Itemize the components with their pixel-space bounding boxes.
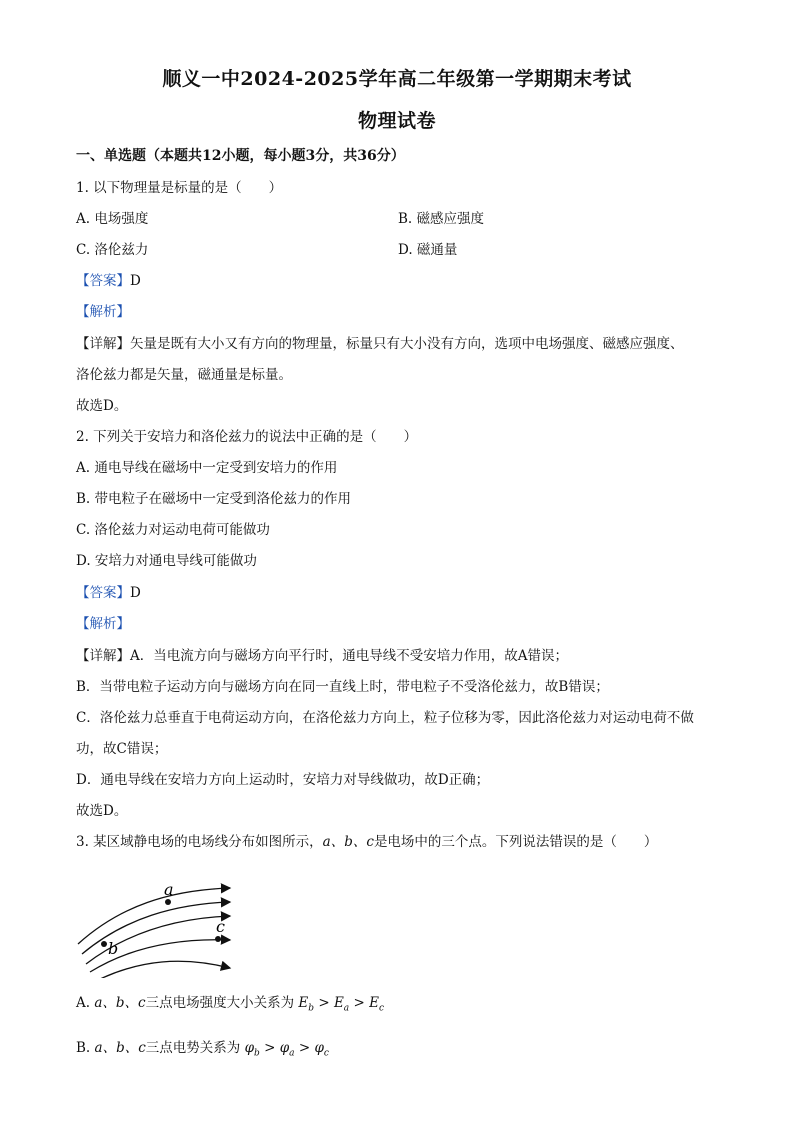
field-line-5: [98, 961, 230, 978]
q2-conclusion: 故选D。: [76, 803, 128, 819]
q2-answer: [76, 583, 141, 603]
field-line-1: [78, 888, 230, 944]
q2-option-c: C. 洛伦兹力对运动电荷可能做功: [76, 522, 270, 538]
q1-stem: 1. 以下物理量是标量的是（ ）: [76, 180, 283, 196]
q2-answer-value: D: [130, 585, 141, 601]
q3-a-mid: 三点电场强度大小关系为: [145, 995, 295, 1011]
q1-option-a: A. 电场强度: [76, 211, 149, 227]
q1-option-d: D. 磁通量: [398, 242, 458, 258]
answer-tag: 【答案】: [76, 585, 130, 601]
label-a: a: [164, 880, 174, 899]
label-c: c: [216, 917, 225, 936]
point-b: [101, 941, 107, 947]
q1-option-c: C. 洛伦兹力: [76, 242, 149, 258]
label-b: b: [108, 939, 119, 958]
q3-a-expression: $E_b > E_a > E_c$: [298, 995, 384, 1014]
q3-b-expression: $\varphi_b > \varphi_a > \varphi_c$: [244, 1040, 329, 1059]
q3-b-vars: a、b、c: [94, 1040, 146, 1056]
q3-stem-pre: 3. 某区域静电场的电场线分布如图所示，: [76, 834, 323, 850]
q2-detail-4: 功，故C错误；: [76, 741, 168, 757]
q2-option-d: D. 安培力对通电导线可能做功: [76, 553, 257, 569]
exam-subtitle: 物理试卷: [357, 110, 436, 132]
point-a: [165, 899, 171, 905]
section-heading: 一、单选题（本题共12小题，每小题3分，共36分）: [76, 148, 405, 164]
q1-answer-value: D: [130, 273, 141, 289]
q3-stem-post: 是电场中的三个点。下列说法错误的是（ ）: [373, 834, 658, 850]
q2-detail-1: [76, 646, 568, 666]
q2-option-b: B. 带电粒子在磁场中一定受到洛伦兹力的作用: [76, 491, 352, 507]
q1-detail-2: 洛伦兹力都是矢量，磁通量是标量。: [76, 367, 292, 383]
q3-a-pre: A.: [76, 995, 95, 1011]
q1-detail-text-1: 矢量是既有大小又有方向的物理量，标量只有大小没有方向，选项中电场强度、磁感应强度、: [130, 336, 684, 352]
q3-b-pre: B.: [76, 1040, 95, 1056]
q1-detail-1: [76, 334, 684, 354]
q3-a-vars: a、b、c: [94, 995, 146, 1011]
q2-detail-text-1: A．当电流方向与磁场方向平行时，通电导线不受安培力作用，故A错误；: [130, 648, 568, 664]
detail-tag: 【详解】: [76, 648, 130, 664]
q2-analysis-tag: 【解析】: [76, 616, 130, 632]
q3-option-b: [76, 1038, 329, 1064]
q1-option-b: B. 磁感应强度: [398, 211, 485, 227]
q3-b-mid: 三点电势关系为: [145, 1040, 241, 1056]
detail-tag: 【详解】: [76, 336, 130, 352]
q3-stem-vars: a、b、c: [322, 834, 374, 850]
q2-detail-3: C．洛伦兹力总垂直于电荷运动方向，在洛伦兹力方向上，粒子位移为零，因此洛伦兹力对运动电荷不做: [76, 710, 694, 726]
electric-field-diagram: [70, 858, 250, 978]
q1-answer: [76, 271, 141, 291]
exam-title: 顺义一中2024-2025学年高二年级第一学期期末考试: [162, 68, 632, 90]
answer-tag: 【答案】: [76, 273, 130, 289]
q2-stem: 2. 下列关于安培力和洛伦兹力的说法中正确的是（ ）: [76, 429, 418, 445]
q2-detail-5: D．通电导线在安培力方向上运动时，安培力对导线做功，故D正确；: [76, 772, 490, 788]
q3-stem: [76, 832, 657, 852]
q2-detail-2: B．当带电粒子运动方向与磁场方向在同一直线上时，带电粒子不受洛伦兹力，故B错误；: [76, 679, 609, 695]
q3-option-a: [76, 993, 384, 1019]
q1-analysis-tag: 【解析】: [76, 304, 130, 320]
point-c: [215, 936, 221, 942]
q2-option-a: A. 通电导线在磁场中一定受到安培力的作用: [76, 460, 338, 476]
q1-conclusion: 故选D。: [76, 398, 128, 414]
